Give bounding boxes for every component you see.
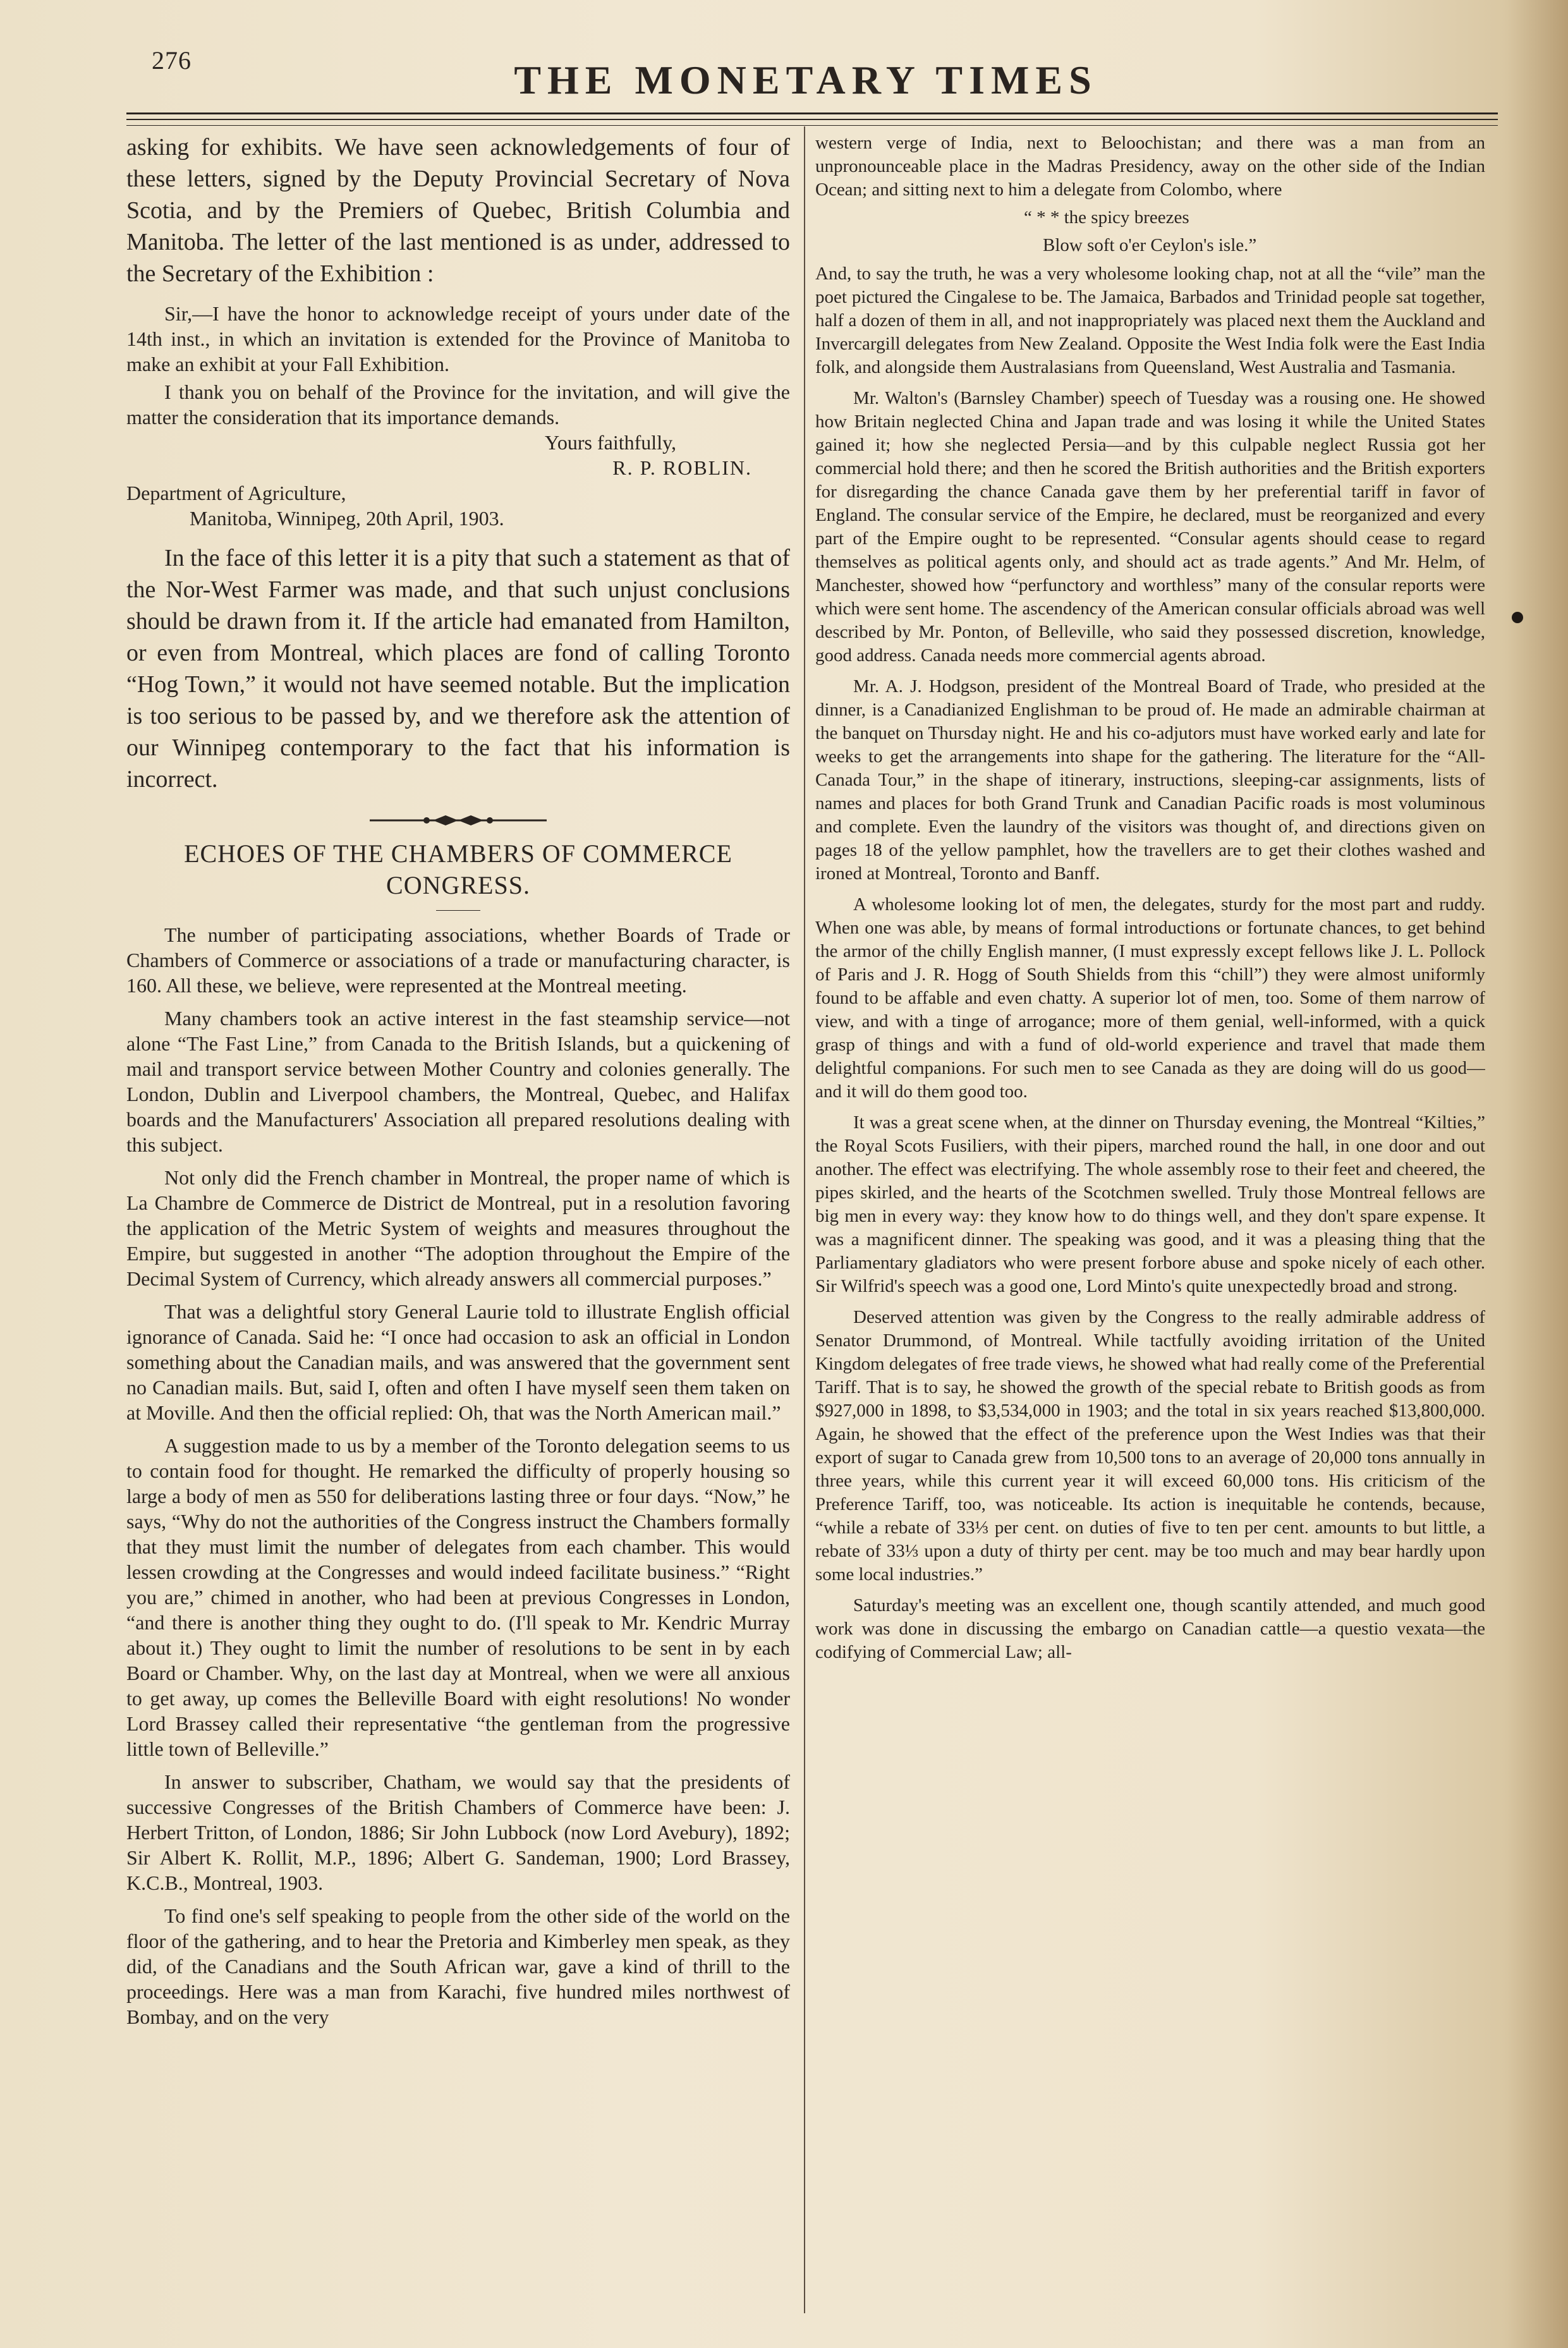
section-title-line: CONGRESS. — [386, 871, 530, 899]
article-paragraph: Saturday's meeting was an excellent one, though scantily attended, and much good work was done in discussing the embargo on Canadian cattle—a questio vexata—the codifying of Commercial Law; all- — [815, 1595, 1485, 1662]
column-divider — [804, 126, 805, 2313]
poem-line: Blow soft o'er Ceylon's isle.” — [1043, 235, 1257, 255]
margin-dot — [1512, 612, 1523, 623]
header-rule — [126, 113, 1498, 114]
letter-paragraph: Sir,—I have the honor to acknowledge receipt of yours under date of the 14th inst., in which an invitation is extended for the Province of Manitoba to make an exhibit at your Fall Exhibition. — [126, 302, 790, 375]
section-title — [126, 838, 790, 901]
right-column — [815, 131, 1485, 2306]
article-paragraph: A wholesome looking lot of men, the delegates, sturdy for the most part and ruddy. When one was able, by means of formal introductions or fortunate chances, to get behind the armor of the chilly English manner, (I must expressly except fellows like J. L. Pollock of Paris and J. R. Hogg of South Shields from this “chill”) they were almost uniformly found to be affable and even chatty. A superior lot of men, too. Some of them narrow of view, and with a tinge of arrogance; more of them genial, well-informed, with a quick grasp of things and with a fund of old-world experience and travel that made them delightful companions. For such men to see Canada as they are doing will do us good—and it will do them good too. — [815, 894, 1485, 1102]
article-paragraph: It was a great scene when, at the dinner on Thursday evening, the Montreal “Kilties,” the Royal Scots Fusiliers, with their pipers, marched round the hall, in one door and out another. The effect was electrifying. The whole assembly rose to their feet and cheered, the pipes skirled, and the hearts of the Scotchmen swelled. Truly those Montreal fellows are big men in every way: they know how to do things well, and they don't spare expense. It was a magnificent dinner. The speaking was good, and it was a pleasing thing that the Parliamentary gladiators who were present forbore abuse and spoke nicely of each other. Sir Wilfrid's speech was a good one, Lord Minto's quite unexpectedly broad and strong. — [815, 1112, 1485, 1296]
ornament-icon — [363, 813, 553, 828]
article-comment: In the face of this letter it is a pity that such a statement as that of the Nor-West Farmer was made, and that such unjust conclusions should be drawn from it. If the article had emanated from Hamilton, or even from Montreal, which places are fond of calling Toronto “Hog Town,” it would not have seemed notable. But the implication is too serious to be passed by, and we therefore ask the attention of our Winnipeg contemporary to the fact that his information is incorrect. — [126, 545, 790, 793]
article-paragraph: And, to say the truth, he was a very wholesome looking chap, not at all the “vile” man the poet pictured the Cingalese to be. The Jamaica, Barbados and Trinidad people sat together, half a dozen of them in all, and not inappropriately was placed next them the Auckland and Invercargill delegates from New Zealand. Opposite the West India folk were the East India folk, and alongside them Australasians from Queensland, West Australia and Tasmania. — [815, 264, 1485, 377]
ornament-divider — [126, 813, 790, 832]
left-column — [126, 131, 790, 2306]
article-paragraph: Mr. A. J. Hodgson, president of the Montreal Board of Trade, who presided at the dinner, is a Canadianized Englishman to be proud of. He made an admirable chairman at the banquet on Thursday night. He and his co-adjutors must have worked early and late for weeks to get the arrangements into shape for the gathering. The literature for the “All-Canada Tour,” in the shape of itinerary, instructions, sleeping-car assignments, lists of names and places for both Grand Trunk and Canadian Pacific roads is most voluminous and complete. Even the laundry of the visitors was thought of, and directions given on pages 18 of the yellow pamphlet, how the travellers are to get their clothes washed and ironed at Montreal, Toronto and Banff. — [815, 676, 1485, 884]
section-title-line: ECHOES OF THE CHAMBERS OF COMMERCE — [184, 839, 732, 868]
letter-signature: R. P. ROBLIN. — [612, 456, 752, 479]
page-header — [114, 38, 1498, 107]
article-paragraph: Not only did the French chamber in Montreal, the proper name of which is La Chambre de Commerce de District de Montreal, put in a resolution favoring the application of the Metric System of weights and measures throughout the Empire, but suggested in another “The adoption throughout the Empire of the Decimal System of Currency, which already answers all commercial purposes.” — [126, 1166, 790, 1290]
letter-paragraph: I thank you on behalf of the Province for the invitation, and will give the matter the consideration that its importance demands. — [126, 380, 790, 429]
header-rule — [126, 119, 1498, 120]
letter-department: Department of Agriculture, — [126, 482, 346, 504]
article-paragraph: That was a delightful story General Laurie told to illustrate English official ignorance of Canada. Said he: “I once had occasion to ask an official in London something about the Canadian mails, and was answered that the government sent no Canadian mails. But, said I, often and often I have myself seen them taken on at Moville. And then the official replied: Oh, that was the North American mail.” — [126, 1300, 790, 1424]
article-paragraph: To find one's self speaking to people from the other side of the world on the floor of the gathering, and to hear the Pretoria and Kimberley men speak, as they did, of the Canadians and the South African war, gave a kind of thrill to the proceedings. Here was a man from Karachi, five hundred miles northwest of Bombay, and on the very — [126, 1904, 790, 2028]
letter-place-date: Manitoba, Winnipeg, 20th April, 1903. — [190, 507, 504, 530]
article-paragraph: Mr. Walton's (Barnsley Chamber) speech of Tuesday was a rousing one. He showed how Britain neglected China and Japan trade and was losing it while the United States gained it; how she neglected Persia—and by this culpable neglect Russia got her commercial hold there; and then he scored the British authorities and the British exporters for disregarding the chance Canada gave them by her preferential tariff in favor of England. The consular service of the Empire, he declared, must be reorganized and every part of the Empire ought to be represented. “Consular agents should cease to regard themselves as political agents only, and should act as trade agents.” And Mr. Helm, of Manchester, showed how “perfunctory and worthless” many of the consular reports were which were sent home. The ascendency of the American consular officials abroad was well described by Mr. Ponton, of Belleville, who said they possessed discretion, knowledge, good address. Canada needs more commercial agents abroad. — [815, 388, 1485, 666]
short-rule — [436, 910, 480, 911]
masthead-title: THE MONETARY TIMES — [514, 58, 1098, 102]
page-number: 276 — [152, 46, 191, 75]
letter-closing: Yours faithfully, — [544, 431, 676, 454]
article-paragraph: A suggestion made to us by a member of the Toronto delegation seems to us to contain food for thought. He remarked the difficulty of properly housing so large a body of men as 550 for deliberations lasting three or four days. “Now,” he says, “Why do not the authorities of the Congress instruct the Chambers formally that they must limit the number of delegates from each chamber. This would lessen crowding at the Congresses and would indeed facilitate business.” “Right you are,” chimed in another, who had been at previous Congresses in London, “and there is another thing they ought to do. (I'll speak to Mr. Kendric Murray about it.) They ought to limit the number of resolutions to be sent in by each Board or Chamber. Why, on the last day at Montreal, when we were all anxious to get away, up comes the Belleville Board with eight resolutions! No wonder Lord Brassey called their representative “the gentleman from the progressive little town of Belleville.” — [126, 1434, 790, 1760]
article-paragraph: In answer to subscriber, Chatham, we would say that the presidents of successive Congresses of the British Chambers of Commerce have been: J. Herbert Tritton, of London, 1886; Sir John Lubbock (now Lord Avebury), 1892; Sir Albert K. Rollit, M.P., 1896; Albert G. Sandeman, 1900; Lord Brassey, K.C.B., Montreal, 1903. — [126, 1770, 790, 1894]
article-paragraph: The number of participating associations, whether Boards of Trade or Chambers of Commerce or associations of a trade or manufacturing character, is 160. All these, we believe, were represented at the Montreal meeting. — [126, 923, 790, 997]
header-rule — [126, 125, 1498, 126]
poem-line: “ * * the spicy breezes — [1024, 207, 1189, 228]
article-intro: asking for exhibits. We have seen acknowledgements of four of these letters, signed by the Deputy Provincial Secretary of Nova Scotia, and by the Premiers of Quebec, British Columbia and Manitoba. The letter of the last mentioned is as under, addressed to the Secretary of the Exhibition : — [126, 134, 790, 287]
article-paragraph: western verge of India, next to Beloochistan; and there was a man from an unpronounceable place in the Madras Presidency, away on the other side of the Indian Ocean; and sitting next to him a delegate from Colombo, where — [815, 133, 1485, 200]
article-paragraph: Many chambers took an active interest in the fast steamship service—not alone “The Fast Line,” from Canada to the British Islands, but a quickening of mail and transport service between Mother Country and colonies generally. The London, Dublin and Liverpool chambers, the Montreal, Quebec, and Halifax boards and the Manufacturers' Association all prepared resolutions dealing with this subject. — [126, 1007, 790, 1156]
article-paragraph: Deserved attention was given by the Congress to the really admirable address of Senator Drummond, of Montreal. While tactfully avoiding irritation of the United Kingdom delegates of free trade views, he showed what had really come of the Preferential Tariff. That is to say, he showed the growth of the special rebate to British goods as from $927,000 in 1898, to $3,534,000 in 1903; and the total in six years reached $13,800,000. Again, he showed that the effect of the preference upon the West Indies was that their export of sugar to Canada grew from 10,500 tons to an average of 20,000 tons annually in three years, while this current year it will exceed 60,000 tons. His criticism of the Preference Tariff, too, was noticeable. Its action is inequitable he contends, because, “while a rebate of 33⅓ per cent. on duties of five to ten per cent. amounts to but little, a rebate of 33⅓ upon a duty of thirty per cent. may be too much and may bear hardly upon some local industries.” — [815, 1307, 1485, 1585]
